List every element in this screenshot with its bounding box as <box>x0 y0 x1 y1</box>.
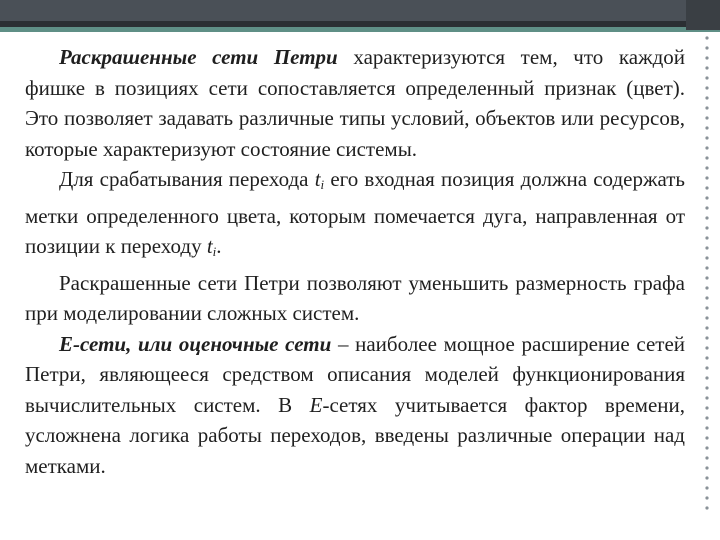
paragraph-text: Раскрашенные сети Петри позволяют уменьшить размерность графа при моделировании сложных систем. <box>25 270 685 325</box>
variable-subscript: i <box>212 244 217 259</box>
variable-t: t <box>206 234 213 258</box>
header-corner-block <box>686 0 720 30</box>
slide-text-body <box>25 42 685 481</box>
side-ornament-border <box>702 33 712 513</box>
paragraph-text: -сетях учитывается фактор времени, усложнена логика работы переходов, введены различные операции над метками. <box>25 392 685 478</box>
paragraph-colored-petri-nets <box>25 42 685 164</box>
paragraph-text: его входная позиция должна содержать метки определенного цвета, которым помечается дуга, направленная от позиции к переходу <box>25 167 685 258</box>
term-e-nets: E-сети, или оценочные сети <box>59 331 332 356</box>
header-stripe-teal <box>0 27 720 32</box>
paragraph-text: – наиболее мощное расширение сетей Петри, являющееся средством описания моделей функционирования вычислительных систем. В <box>25 331 686 417</box>
variable-t: t <box>314 167 321 191</box>
paragraph-text: . <box>216 234 222 258</box>
paragraph-graph-dimension <box>25 268 685 329</box>
term-colored-petri-nets: Раскрашенные сети Петри <box>59 45 338 69</box>
variable-subscript: i <box>320 177 325 192</box>
paragraph-text: характеризуются тем, что каждой фишке в позициях сети сопоставляется определенный признак (цвет). Это позволяет задавать различные типы условий, объектов или ресурсов, которые характеризуют состояние системы. <box>25 45 686 161</box>
paragraph-text: Для срабатывания перехода <box>59 167 315 191</box>
paragraph-e-nets <box>25 329 685 482</box>
variable-e: E <box>309 392 323 417</box>
header-bar <box>0 0 720 21</box>
paragraph-transition-firing <box>25 164 685 268</box>
